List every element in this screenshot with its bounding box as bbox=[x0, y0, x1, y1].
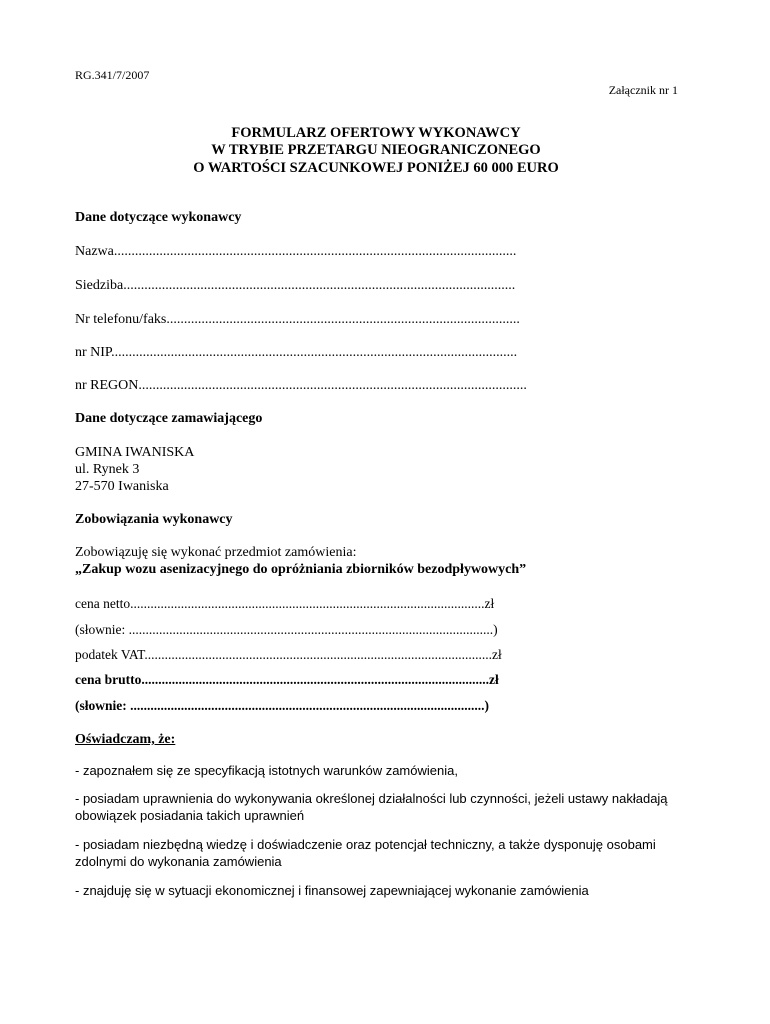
vat-field: podatek VAT.......................................................................................................zł bbox=[75, 647, 502, 662]
form-title-line-2: W TRYBIE PRZETARGU NIEOGRANICZONEGO bbox=[211, 142, 541, 158]
contractor-seat-field: Siedziba................................................................................................................ bbox=[75, 278, 516, 293]
contractor-phone-field: Nr telefonu/faks..................................................................................................... bbox=[75, 312, 520, 327]
declaration-item: - zapoznałem się ze specyfikacją istotnych warunków zamówienia, bbox=[75, 763, 458, 778]
contractor-heading: Dane dotyczące wykonawcy bbox=[75, 210, 242, 225]
ordering-party-name: GMINA IWANISKA bbox=[75, 445, 195, 460]
gross-price-field: cena brutto.......................................................................................................zł bbox=[75, 672, 499, 687]
contractor-nip-field: nr NIP.................................................................................................................... bbox=[75, 345, 518, 360]
form-title-line-1: FORMULARZ OFERTOWY WYKONAWCY bbox=[231, 125, 521, 141]
obligations-heading: Zobowiązania wykonawcy bbox=[75, 512, 233, 527]
reference-number: RG.341/7/2007 bbox=[75, 68, 150, 82]
declarations-heading: Oświadczam, że: bbox=[75, 732, 176, 747]
ordering-party-heading: Dane dotyczące zamawiającego bbox=[75, 411, 263, 426]
ordering-party-city: 27-570 Iwaniska bbox=[75, 479, 169, 494]
net-price-field: cena netto.........................................................................................................zł bbox=[75, 596, 495, 611]
obligations-intro: Zobowiązuję się wykonać przedmiot zamówienia: bbox=[75, 545, 357, 560]
net-price-words-field: (słownie: ............................................................................................................) bbox=[75, 622, 498, 637]
order-subject: „Zakup wozu asenizacyjnego do opróżniania zbiorników bezodpływowych” bbox=[75, 562, 527, 577]
declaration-item: - znajduję się w sytuacji ekonomicznej i finansowej zapewniającej wykonanie zamówienia bbox=[75, 883, 589, 898]
contractor-regon-field: nr REGON............................................................................................................... bbox=[75, 378, 527, 393]
ordering-party-street: ul. Rynek 3 bbox=[75, 462, 140, 477]
declaration-item: - posiadam niezbędną wiedzę i doświadczenie oraz potencjał techniczny, a także dysponuję osobami zdolnymi do wykonania zamówienia bbox=[75, 837, 656, 869]
contractor-name-field: Nazwa................................................................................................................... bbox=[75, 244, 517, 259]
declaration-item: - posiadam uprawnienia do wykonywania określonej działalności lub czynności, jeżeli ustawy nakładają obowiązek posiadania takich uprawnień bbox=[75, 791, 668, 823]
gross-price-words-field: (słownie: .........................................................................................................) bbox=[75, 698, 489, 713]
form-title-line-3: O WARTOŚCI SZACUNKOWEJ PONIŻEJ 60 000 EURO bbox=[193, 160, 559, 176]
annex-label: Załącznik nr 1 bbox=[608, 83, 678, 97]
